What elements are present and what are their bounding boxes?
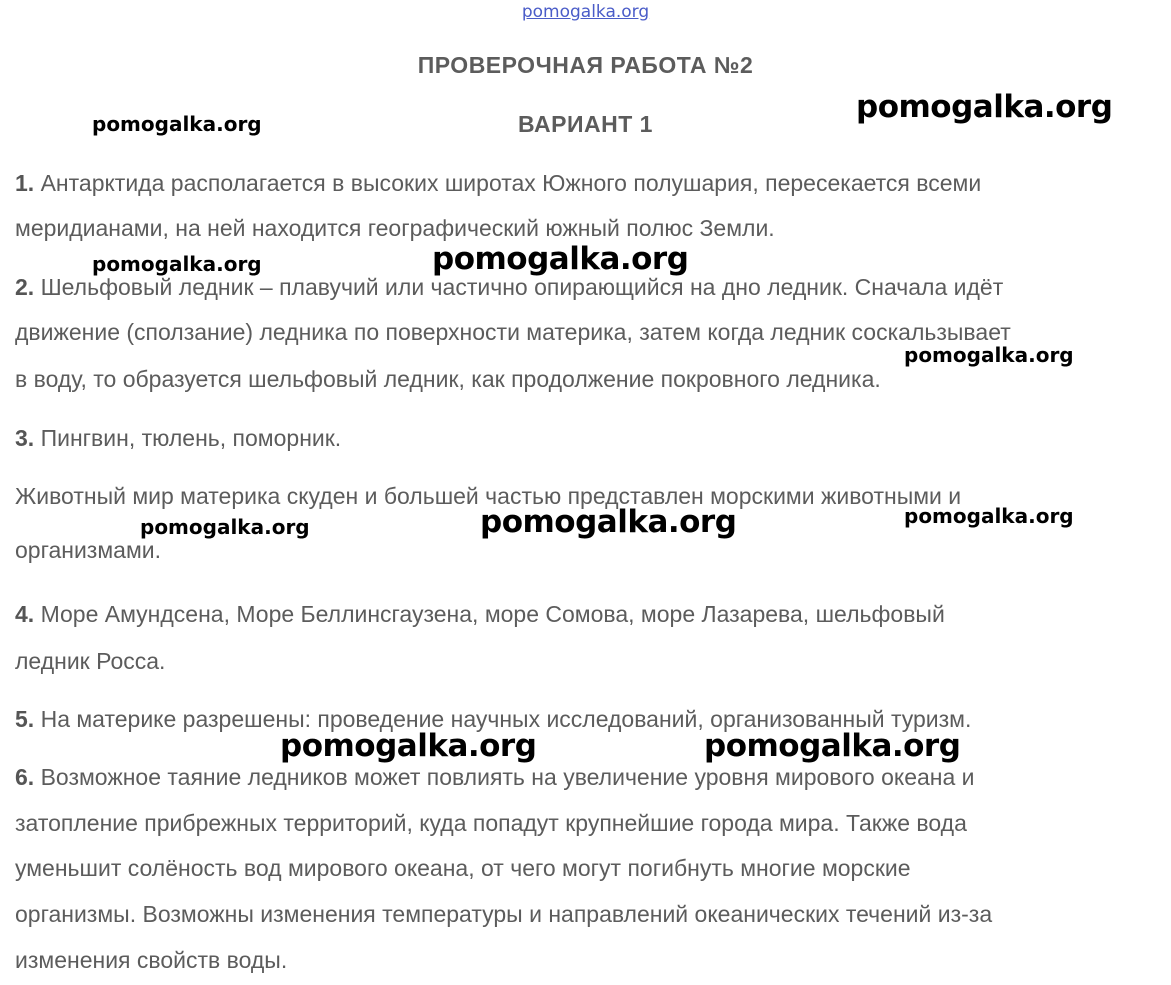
answer-6-line-1 bbox=[15, 764, 975, 791]
page-title: ПРОВЕРОЧНАЯ РАБОТА №2 bbox=[417, 52, 754, 78]
answer-6-line-2: затопление прибрежных территорий, куда попадут крупнейшие города мира. Также вода bbox=[15, 810, 967, 836]
answer-1-line-2: меридианами, на ней находится географический южный полюс Земли. bbox=[15, 215, 775, 241]
answer-6-line-4: организмы. Возможны изменения температуры и направлений океанических течений из-за bbox=[15, 901, 993, 927]
answer-1-line-1 bbox=[15, 170, 981, 197]
answer-text: Возможное таяние ледников может повлиять на увеличение уровня мирового океана и bbox=[34, 764, 975, 790]
answer-text: Антарктида располагается в высоких широтах Южного полушария, пересекается всеми bbox=[34, 170, 982, 196]
answer-3-para-line-1: Животный мир материка скуден и большей частью представлен морскими животными и bbox=[15, 483, 962, 509]
answer-number: 1. bbox=[15, 170, 35, 196]
watermark: pomogalka.org bbox=[704, 728, 961, 764]
answer-2-line-1 bbox=[15, 274, 1003, 301]
answer-number: 4. bbox=[15, 601, 35, 627]
watermark: pomogalka.org bbox=[904, 504, 1074, 528]
watermark: pomogalka.org bbox=[92, 252, 262, 276]
watermark: pomogalka.org bbox=[856, 89, 1113, 125]
watermark: pomogalka.org bbox=[280, 728, 537, 764]
answer-text: На материке разрешены: проведение научных исследований, организованный туризм. bbox=[34, 706, 972, 732]
answer-3-para-line-2: организмами. bbox=[15, 537, 162, 563]
answer-6-line-3: уменьшит солёность вод мирового океана, от чего могут погибнуть многие морские bbox=[15, 855, 911, 881]
answer-text: Пингвин, тюлень, поморник. bbox=[34, 425, 342, 451]
answer-number: 6. bbox=[15, 764, 35, 790]
answer-number: 5. bbox=[15, 706, 35, 732]
site-link[interactable]: pomogalka.org bbox=[521, 2, 650, 22]
watermark: pomogalka.org bbox=[480, 504, 737, 540]
variant-heading: ВАРИАНТ 1 bbox=[518, 111, 653, 137]
answer-3-line-1 bbox=[15, 425, 341, 452]
answer-text: Море Амундсена, Море Беллинсгаузена, море Сомова, море Лазарева, шельфовый bbox=[34, 601, 945, 627]
answer-2-line-2: движение (сползание) ледника по поверхности материка, затем когда ледник соскальзывает bbox=[15, 319, 1011, 345]
answer-number: 2. bbox=[15, 274, 35, 300]
answer-text: Шельфовый ледник – плавучий или частично опирающийся на дно ледник. Сначала идёт bbox=[34, 274, 1004, 300]
answer-4-line-1 bbox=[15, 601, 945, 628]
answer-4-line-2: ледник Росса. bbox=[15, 648, 166, 674]
answer-number: 3. bbox=[15, 425, 35, 451]
answer-6-line-5: изменения свойств воды. bbox=[15, 947, 288, 973]
answer-2-line-3: в воду, то образуется шельфовый ледник, как продолжение покровного ледника. bbox=[15, 366, 881, 392]
watermark: pomogalka.org bbox=[140, 515, 310, 539]
watermark: pomogalka.org bbox=[432, 241, 689, 277]
watermark: pomogalka.org bbox=[904, 343, 1074, 367]
watermark: pomogalka.org bbox=[92, 112, 262, 136]
